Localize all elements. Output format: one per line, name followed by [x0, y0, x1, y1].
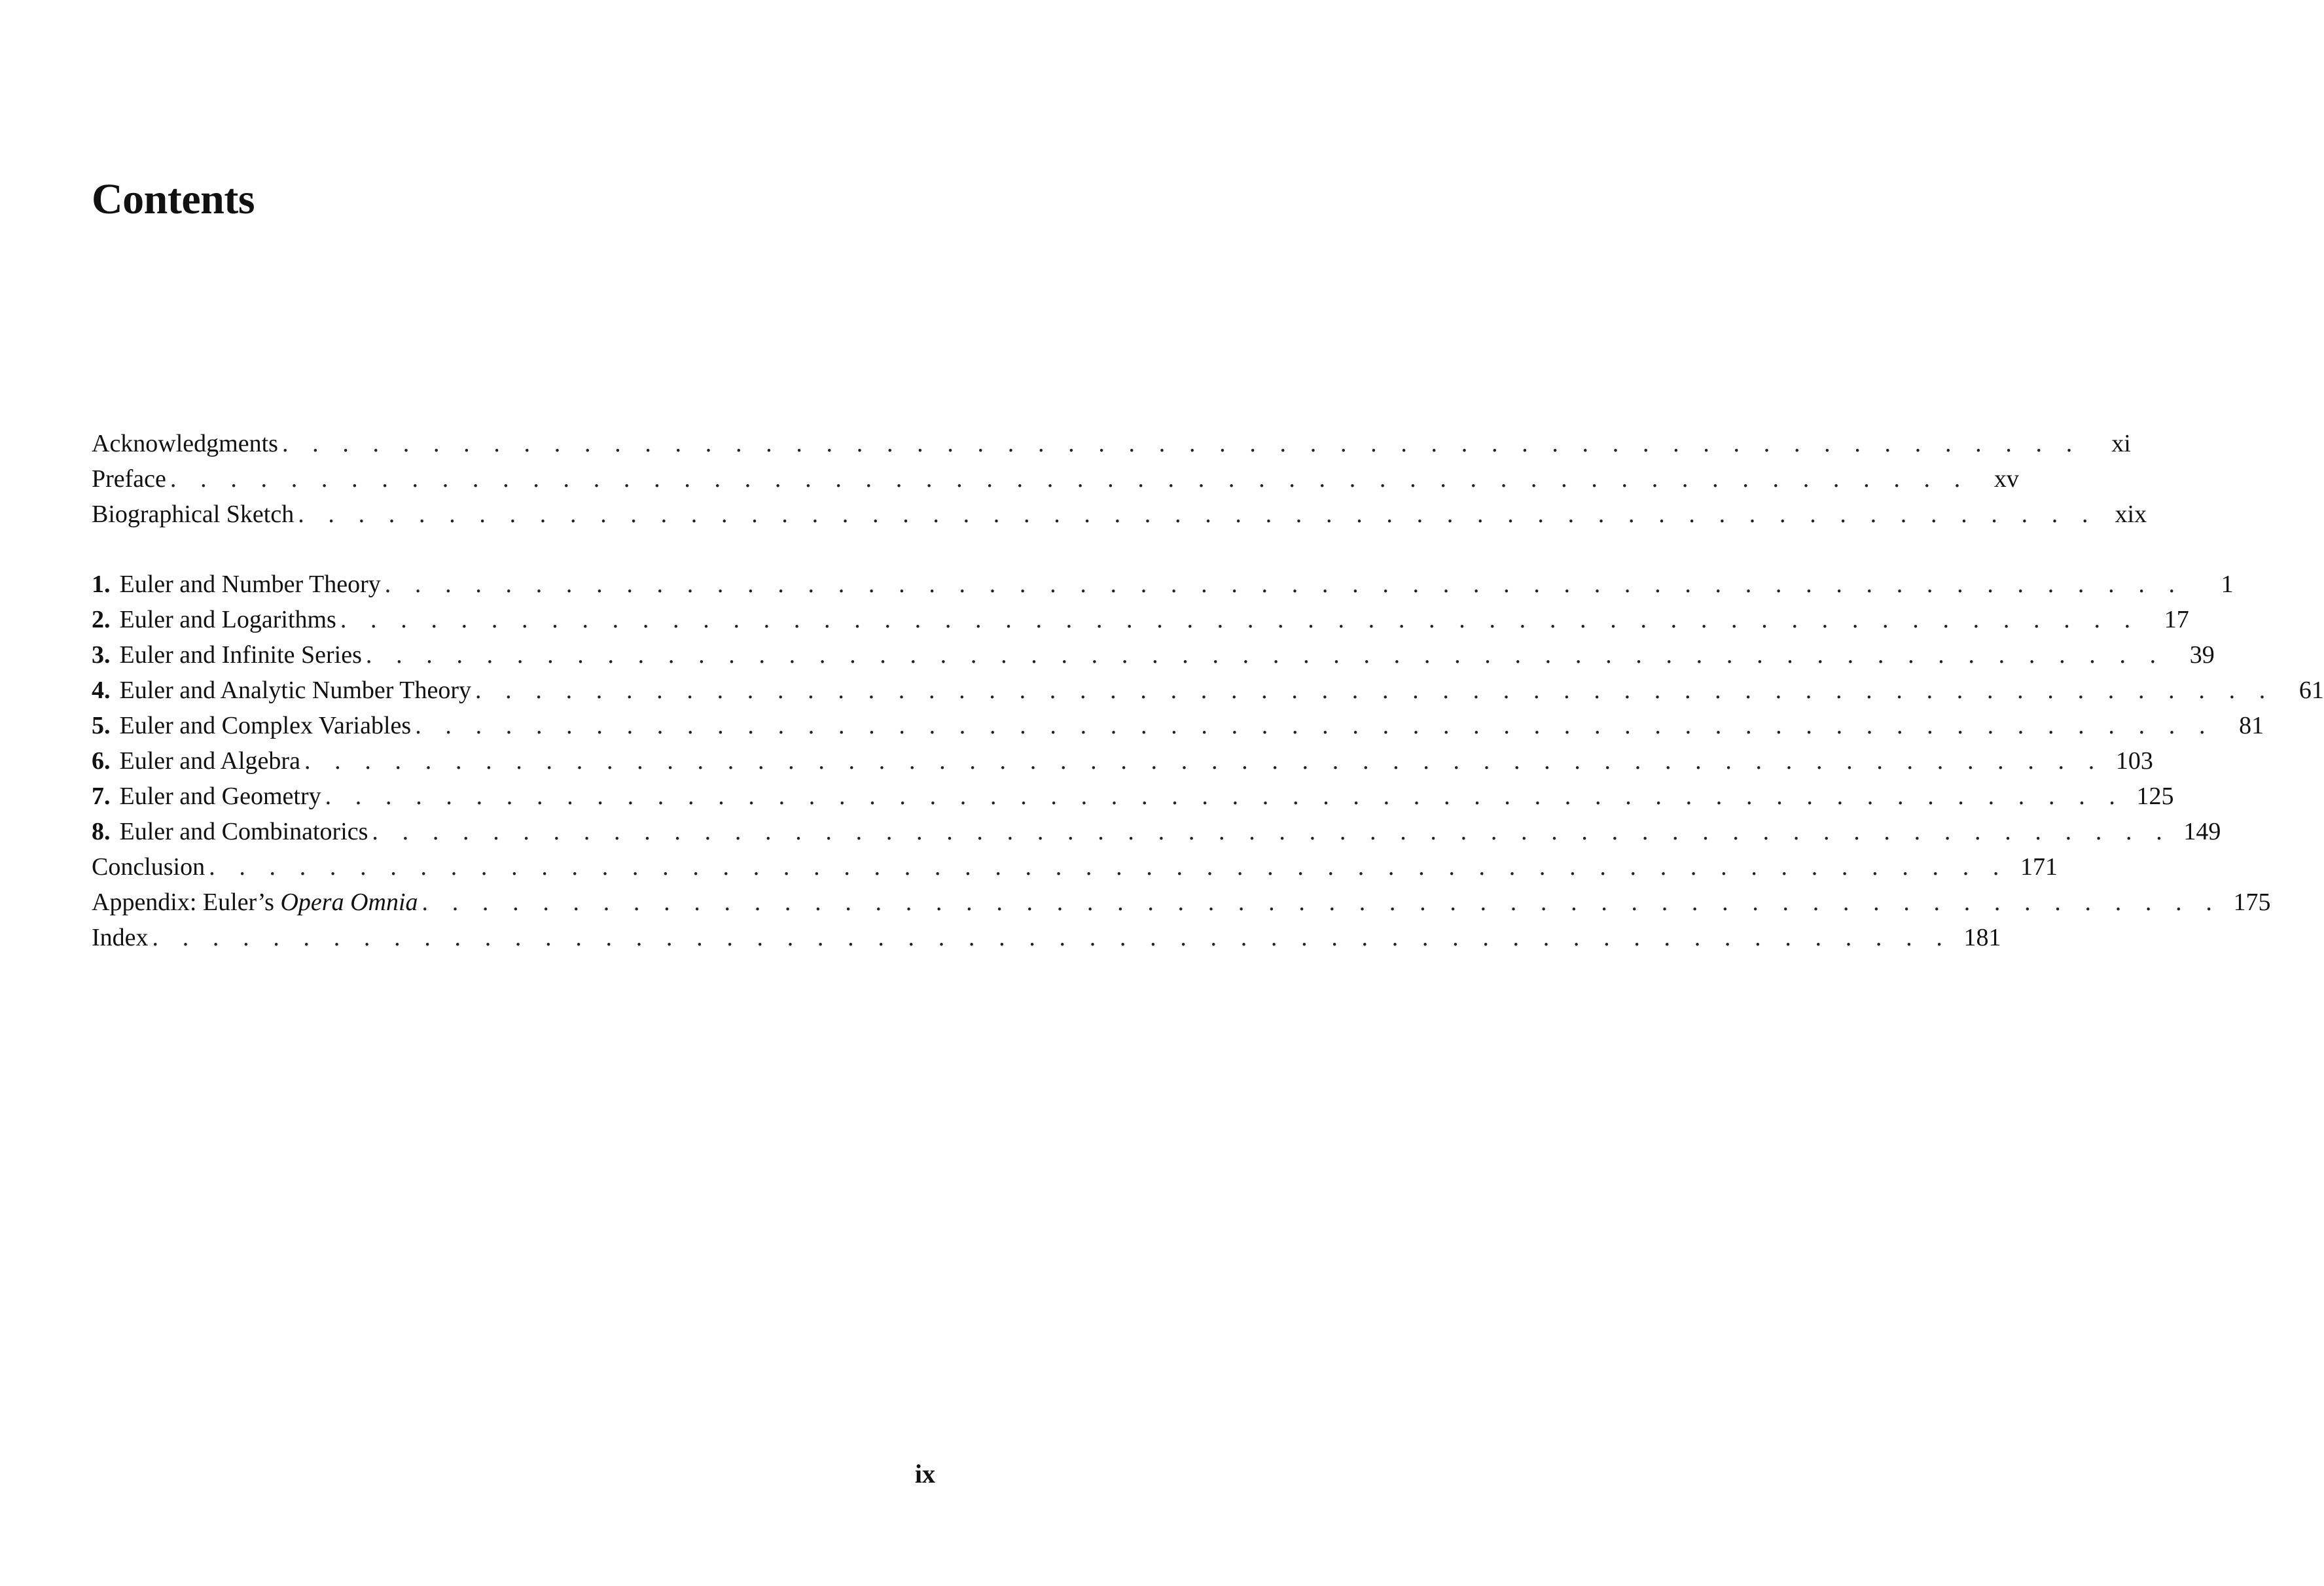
dot-leader: . . . . . . . . . . . . . . . . . . . . . . . . . . . . . . . . . . . . . . . . . . . . . . . . . . . . . . . . . . . . [415, 712, 2215, 739]
toc-entry-page: 125 [2136, 783, 2174, 810]
toc-entry-title: Euler and Combinatorics [119, 818, 368, 845]
toc-entry-page: 171 [2020, 853, 2058, 881]
toc-entry-page: xix [2115, 501, 2147, 528]
page-title: Contents [92, 175, 255, 223]
chapter-number: 3. [92, 641, 111, 669]
toc-entry-title: Appendix: Euler’s [92, 889, 281, 916]
toc-entry-title: Euler and Complex Variables [119, 712, 412, 739]
dot-leader: . . . . . . . . . . . . . . . . . . . . . . . . . . . . . . . . . . . . . . . . . . . . . . . . . . . . . . . . . . . . [365, 641, 2165, 669]
dot-leader: . . . . . . . . . . . . . . . . . . . . . . . . . . . . . . . . . . . . . . . . . . . . . . . . . . . . . . . . . . . . [298, 501, 2098, 528]
chapter-number: 4. [92, 677, 111, 704]
toc-entry-title: Euler and Number Theory [119, 571, 381, 598]
toc-entry-chapter-1 [92, 567, 2234, 602]
toc-entry-page: 17 [2164, 606, 2189, 633]
toc-entry-biographical-sketch [92, 497, 2147, 532]
toc-entry-title: Euler and Geometry [119, 783, 321, 810]
chapter-number: 5. [92, 712, 111, 739]
toc-entry-page: 1 [2221, 571, 2234, 598]
toc-entry-page: 81 [2239, 712, 2264, 739]
toc-entry-chapter-2 [92, 602, 2189, 637]
toc-entry-title: Euler and Infinite Series [119, 641, 362, 669]
dot-leader: . . . . . . . . . . . . . . . . . . . . . . . . . . . . . . . . . . . . . . . . . . . . . . . . . . . . . . . . . . . . [325, 783, 2124, 810]
toc-entry-appendix [92, 885, 2271, 920]
toc-entry-page: 61 [2298, 677, 2324, 704]
toc-entry-page: 181 [1963, 924, 2001, 951]
dot-leader: . . . . . . . . . . . . . . . . . . . . . . . . . . . . . . . . . . . . . . . . . . . . . . . . . . . . . . . . . . . . [152, 924, 1952, 951]
dot-leader: . . . . . . . . . . . . . . . . . . . . . . . . . . . . . . . . . . . . . . . . . . . . . . . . . . . . . . . . . . . . [474, 677, 2274, 704]
toc-entry-title: Euler and Logarithms [119, 606, 336, 633]
toc-entry-page: 39 [2189, 641, 2215, 669]
dot-leader: . . . . . . . . . . . . . . . . . . . . . . . . . . . . . . . . . . . . . . . . . . . . . . . . . . . . . . . . . . . . [340, 606, 2139, 633]
dot-leader: . . . . . . . . . . . . . . . . . . . . . . . . . . . . . . . . . . . . . . . . . . . . . . . . . . . . . . . . . . . . [384, 571, 2184, 598]
toc-front-matter [92, 426, 2147, 532]
dot-leader: . . . . . . . . . . . . . . . . . . . . . . . . . . . . . . . . . . . . . . . . . . . . . . . . . . . . . . . . . . . . [304, 747, 2103, 775]
toc-entry-chapter-6 [92, 743, 2153, 779]
toc-entry-title: Euler and Analytic Number Theory [119, 677, 471, 704]
page-number: ix [914, 1459, 935, 1489]
dot-leader: . . . . . . . . . . . . . . . . . . . . . . . . . . . . . . . . . . . . . . . . . . . . . . . . . . . . . . . . . . . . [209, 853, 2009, 881]
toc-entry-chapter-8 [92, 814, 2221, 849]
toc-entry-page: 175 [2233, 889, 2271, 916]
toc-entry-title: Preface [92, 465, 166, 493]
dot-leader: . . . . . . . . . . . . . . . . . . . . . . . . . . . . . . . . . . . . . . . . . . . . . . . . . . . . . . . . . . . . [281, 430, 2081, 457]
toc-entry-chapter-3 [92, 637, 2215, 673]
toc-entry-title: Euler and Algebra [119, 747, 300, 775]
chapter-number: 7. [92, 783, 111, 810]
dot-leader: . . . . . . . . . . . . . . . . . . . . . . . . . . . . . . . . . . . . . . . . . . . . . . . . . . . . . . . . . . . . [421, 889, 2221, 916]
toc-entry-conclusion [92, 849, 2058, 885]
toc-entry-title: Acknowledgments [92, 430, 278, 457]
chapter-number: 8. [92, 818, 111, 845]
toc-chapters [92, 567, 2324, 955]
chapter-number: 2. [92, 606, 111, 633]
toc-entry-title: Conclusion [92, 853, 206, 881]
toc-entry-index [92, 920, 2001, 955]
dot-leader: . . . . . . . . . . . . . . . . . . . . . . . . . . . . . . . . . . . . . . . . . . . . . . . . . . . . . . . . . . . . [170, 465, 1969, 493]
chapter-number: 6. [92, 747, 111, 775]
toc-entry-page: 103 [2115, 747, 2153, 775]
toc-entry-page: 149 [2183, 818, 2221, 845]
toc-entry-title: Index [92, 924, 149, 951]
toc-entry-chapter-5 [92, 708, 2264, 743]
toc-entry-chapter-7 [92, 779, 2174, 814]
chapter-number: 1. [92, 571, 111, 598]
toc-entry-page: xv [1993, 465, 2019, 493]
toc-entry-page: xi [2111, 430, 2131, 457]
dot-leader: . . . . . . . . . . . . . . . . . . . . . . . . . . . . . . . . . . . . . . . . . . . . . . . . . . . . . . . . . . . . [372, 818, 2172, 845]
toc-entry-preface [92, 461, 2019, 497]
toc-entry-title: Biographical Sketch [92, 501, 295, 528]
toc-entry-acknowledgments [92, 426, 2131, 461]
toc-entry-chapter-4 [92, 673, 2324, 708]
toc-entry-title-italic: Opera Omnia [280, 889, 418, 916]
